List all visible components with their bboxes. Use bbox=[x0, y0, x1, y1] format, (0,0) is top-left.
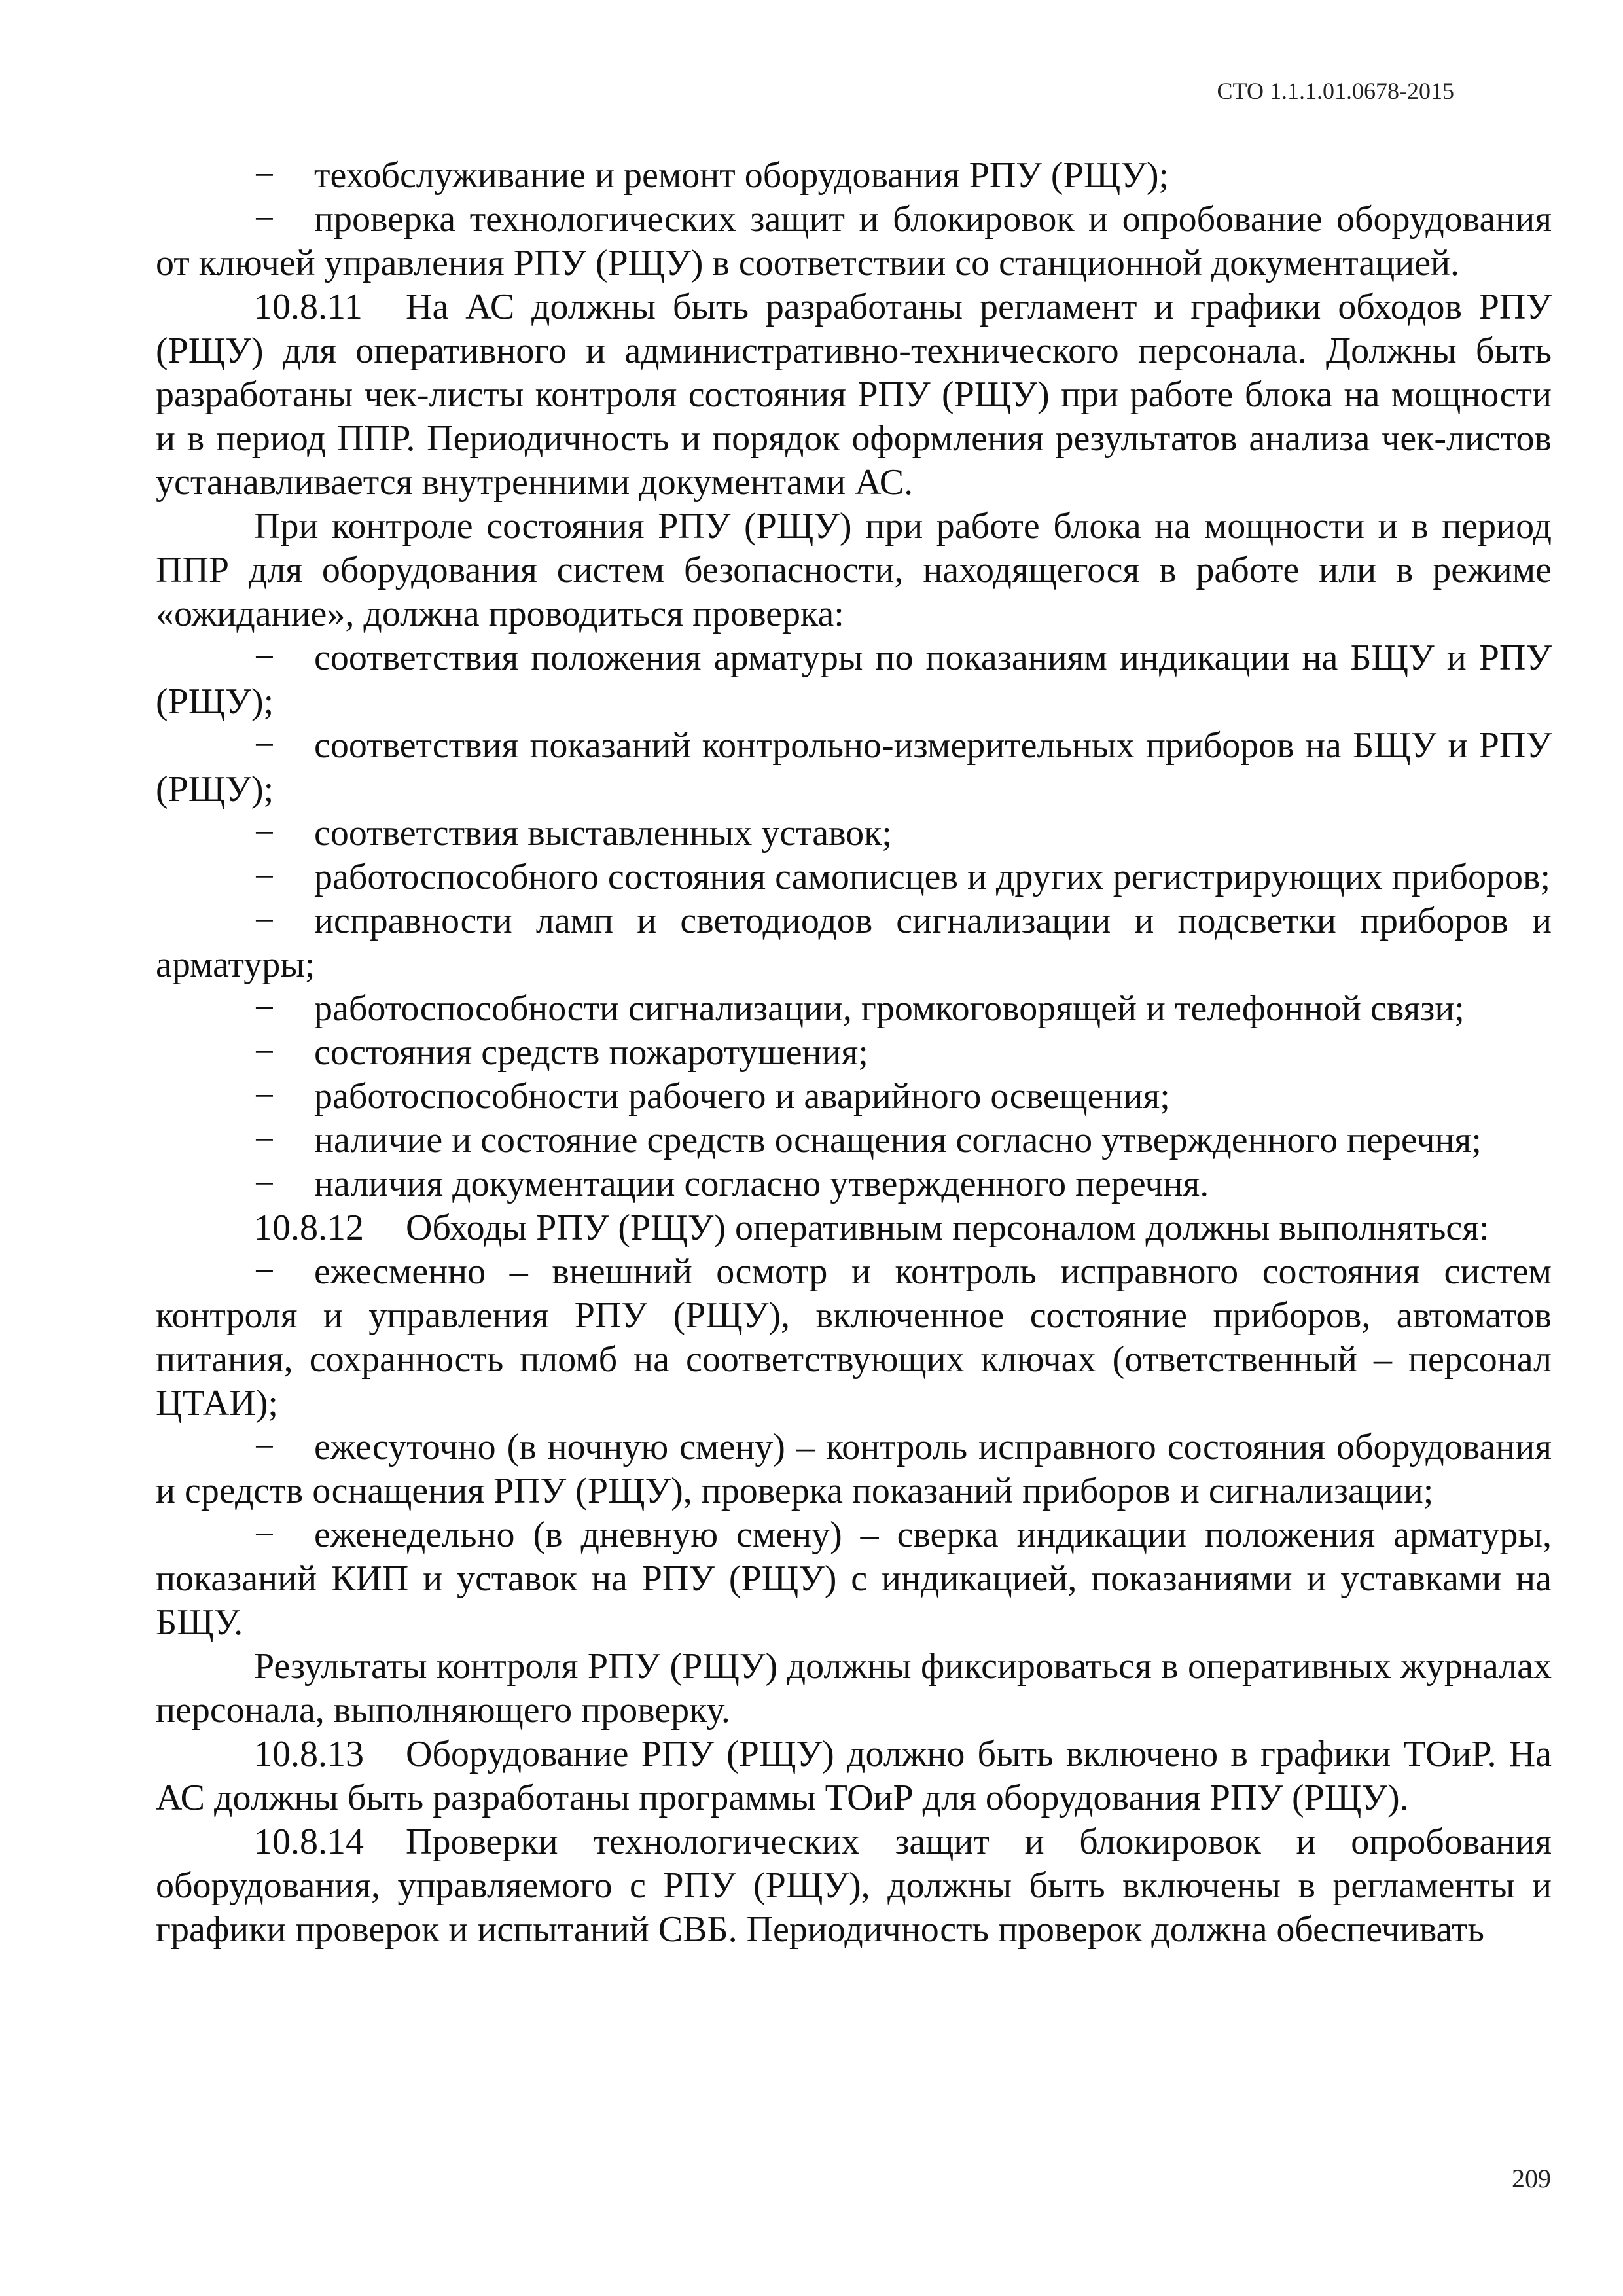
paragraph-text: На АС должны быть разработаны регламент и графики обходов РПУ (РЩУ) для оперативного и административно-технического персонала. Должны быть разработаны чек-листы контроля состояния РПУ (РЩУ) при работе блока на мощности и в период ППР. Периодичность и порядок оформления результатов анализа чек-листов устанавливается внутренними документами АС. bbox=[156, 287, 1552, 503]
paragraph-text: ежесуточно (в ночную смену) – контроль исправного состояния оборудования и средств оснащения РПУ (РЩУ), проверка показаний приборов и сигнализации; bbox=[156, 1427, 1552, 1511]
paragraph-text: работоспособного состояния самописцев и других регистрирующих приборов; bbox=[314, 857, 1551, 897]
dash-marker: − bbox=[254, 813, 275, 853]
dash-marker: − bbox=[254, 1032, 275, 1073]
dash-marker: − bbox=[254, 1427, 275, 1467]
dash-marker: − bbox=[254, 1164, 275, 1204]
paragraph-text: наличие и состояние средств оснащения согласно утвержденного перечня; bbox=[314, 1120, 1482, 1160]
document-code: СТО 1.1.1.01.0678-2015 bbox=[1217, 78, 1454, 104]
paragraph bbox=[156, 987, 1552, 1031]
paragraph bbox=[156, 1206, 1552, 1250]
dash-marker: − bbox=[254, 1251, 275, 1292]
clause-number: 10.8.13 bbox=[254, 1734, 364, 1774]
clause-number: 10.8.14 bbox=[254, 1821, 364, 1862]
paragraph-text: исправности ламп и светодиодов сигнализации и подсветки приборов и арматуры; bbox=[156, 901, 1552, 985]
paragraph-text: техобслуживание и ремонт оборудования РПУ (РЩУ); bbox=[314, 155, 1169, 196]
paragraph bbox=[156, 1031, 1552, 1075]
paragraph bbox=[156, 1820, 1552, 1952]
paragraph bbox=[156, 899, 1552, 987]
paragraph-text: проверка технологических защит и блокировок и опробование оборудования от ключей управления РПУ (РЩУ) в соответствии со станционной документацией. bbox=[156, 199, 1552, 283]
paragraph-text: соответствия показаний контрольно-измерительных приборов на БЩУ и РПУ (РЩУ); bbox=[156, 725, 1552, 810]
paragraph-text: Проверки технологических защит и блокировок и опробования оборудования, управляемого с РПУ (РЩУ), должны быть включены в регламенты и графики проверок и испытаний СВБ. Периодичность проверок должна обеспечивать bbox=[156, 1821, 1552, 1950]
paragraph bbox=[156, 724, 1552, 812]
paragraph-text: работоспособности сигнализации, громкоговорящей и телефонной связи; bbox=[314, 988, 1465, 1029]
paragraph bbox=[156, 1119, 1552, 1162]
dash-marker: − bbox=[254, 155, 275, 196]
document-body bbox=[156, 154, 1552, 1952]
paragraph-text: работоспособности рабочего и аварийного освещения; bbox=[314, 1076, 1170, 1117]
paragraph bbox=[156, 855, 1552, 899]
paragraph bbox=[156, 1075, 1552, 1119]
paragraph-text: соответствия положения арматуры по показаниям индикации на БЩУ и РПУ (РЩУ); bbox=[156, 637, 1552, 722]
paragraph-text: состояния средств пожаротушения; bbox=[314, 1032, 868, 1073]
page-number: 209 bbox=[1512, 2164, 1551, 2193]
paragraph-text: Результаты контроля РПУ (РЩУ) должны фиксироваться в оперативных журналах персонала, выполняющего проверку. bbox=[156, 1646, 1552, 1731]
paragraph bbox=[156, 1513, 1552, 1645]
clause-number: 10.8.11 bbox=[254, 287, 363, 327]
dash-marker: − bbox=[254, 725, 275, 766]
paragraph bbox=[156, 812, 1552, 855]
clause-number: 10.8.12 bbox=[254, 1208, 364, 1248]
paragraph-text: соответствия выставленных уставок; bbox=[314, 813, 892, 853]
paragraph-text: При контроле состояния РПУ (РЩУ) при работе блока на мощности и в период ППР для оборудования систем безопасности, находящегося в работе или в режиме «ожидание», должна проводиться проверка: bbox=[156, 506, 1552, 634]
dash-marker: − bbox=[254, 1120, 275, 1160]
paragraph bbox=[156, 154, 1552, 198]
dash-marker: − bbox=[254, 1076, 275, 1117]
paragraph bbox=[156, 636, 1552, 724]
dash-marker: − bbox=[254, 1515, 275, 1555]
dash-marker: − bbox=[254, 988, 275, 1029]
paragraph bbox=[156, 1250, 1552, 1426]
paragraph-text: Обходы РПУ (РЩУ) оперативным персоналом должны выполняться: bbox=[406, 1208, 1489, 1248]
paragraph bbox=[156, 1426, 1552, 1513]
paragraph-text: наличия документации согласно утвержденного перечня. bbox=[314, 1164, 1209, 1204]
paragraph bbox=[156, 1732, 1552, 1820]
paragraph bbox=[156, 1162, 1552, 1206]
paragraph bbox=[156, 1645, 1552, 1732]
paragraph bbox=[156, 198, 1552, 285]
dash-marker: − bbox=[254, 199, 275, 240]
paragraph-text: ежесменно – внешний осмотр и контроль исправного состояния систем контроля и управления РПУ (РЩУ), включенное состояние приборов, автоматов питания, сохранность пломб на соответствующих ключах (ответственный – персонал ЦТАИ); bbox=[156, 1251, 1552, 1424]
dash-marker: − bbox=[254, 901, 275, 941]
paragraph-text: еженедельно (в дневную смену) – сверка индикации положения арматуры, показаний КИП и уставок на РПУ (РЩУ) с индикацией, показаниями и уставками на БЩУ. bbox=[156, 1515, 1552, 1643]
paragraph bbox=[156, 285, 1552, 505]
paragraph-text: Оборудование РПУ (РЩУ) должно быть включено в графики ТОиР. На АС должны быть разработаны программы ТОиР для оборудования РПУ (РЩУ). bbox=[156, 1734, 1552, 1818]
dash-marker: − bbox=[254, 857, 275, 897]
paragraph bbox=[156, 505, 1552, 636]
dash-marker: − bbox=[254, 637, 275, 678]
